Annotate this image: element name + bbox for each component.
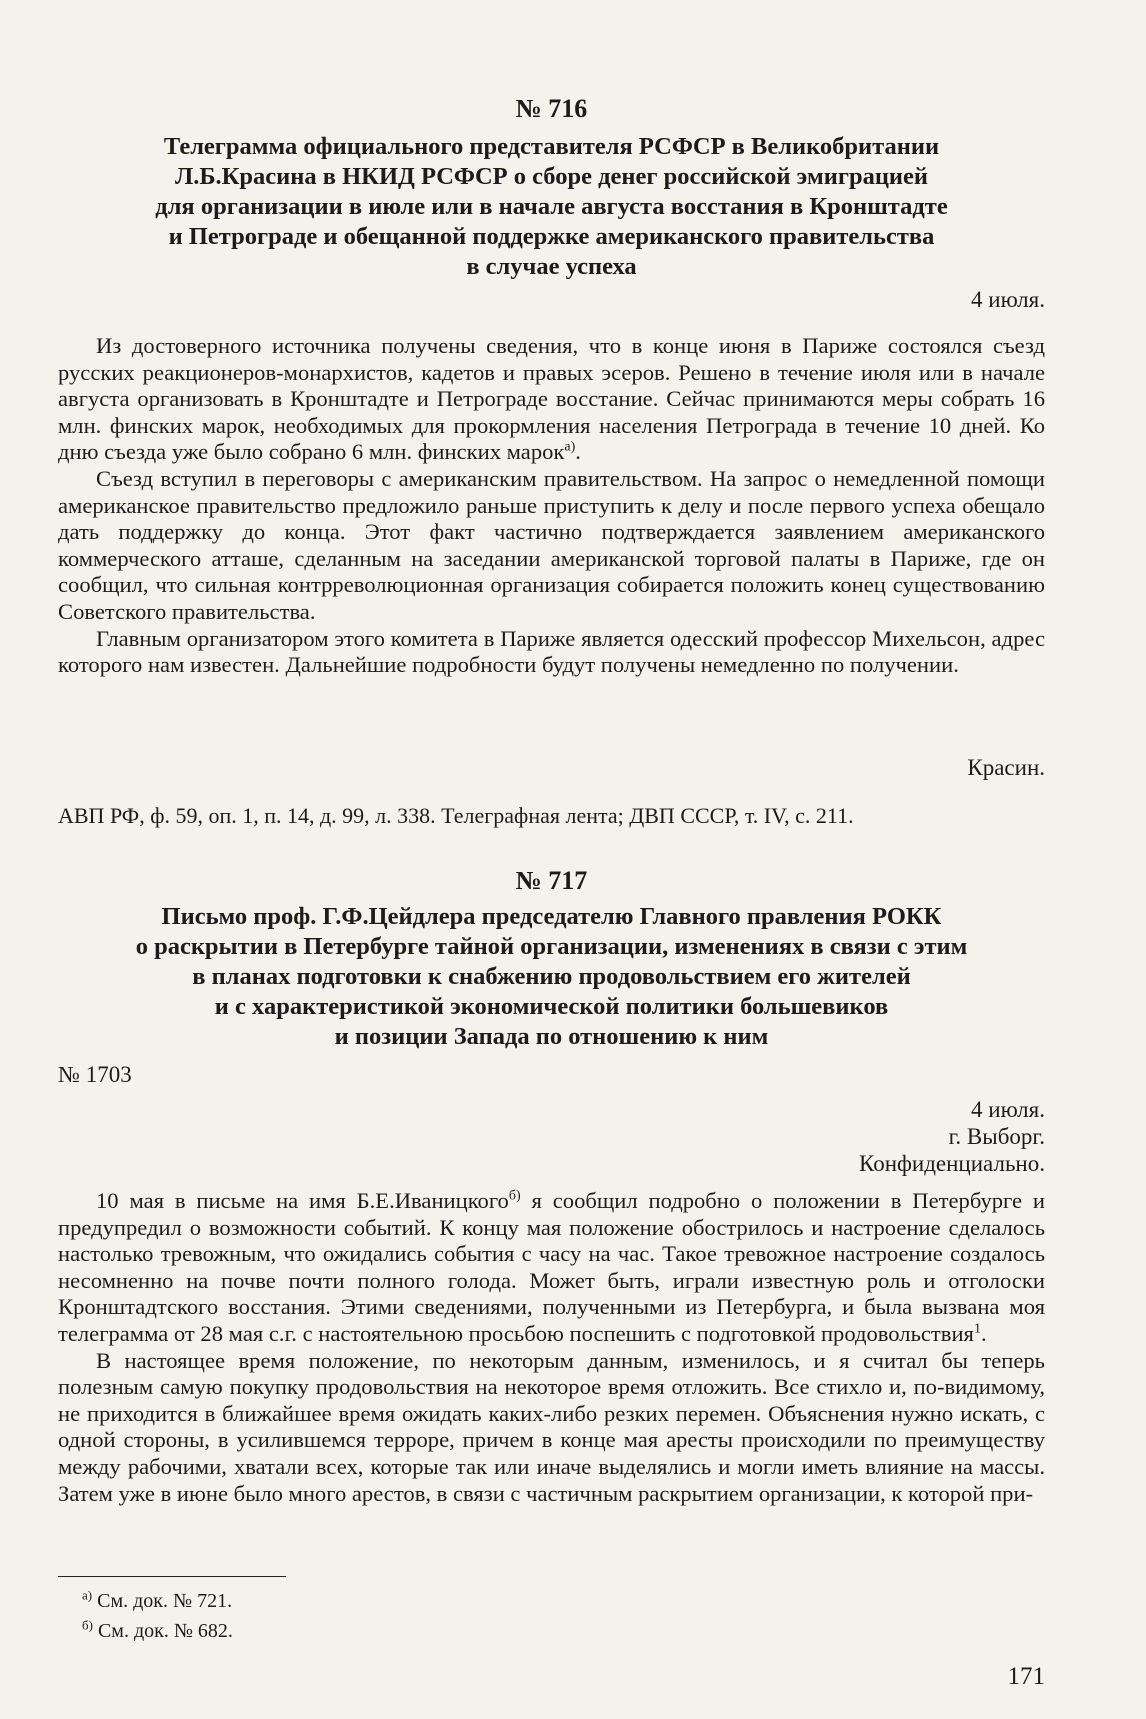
doc-716-title-line: в случае успеха [466, 253, 637, 280]
doc-716-title-line: для организации в июле или в начале августа восстания в Кронштадте [155, 193, 948, 220]
doc-717-classification: Конфиденциально. [859, 1151, 1045, 1176]
doc-717-paragraph-1: 10 мая в письме на имя Б.Е.Иваницкого$^{б)}$ я сообщил подробно о положении в Петербурге и предупредил о возможности событий. К концу мая положение обострилось и настроение сделалось настолько тревожным, что ожидались события с часу на час. Такое тревожное настроение создалось несомненно на почве почти полного голода. Может быть, играли известную роль и отголоски Кронштадтского восстания. Этими сведениями, полученными из Петербурга, и была вызвана моя телеграмма от 28 мая с.г. с настоятельною просьбою поспешить с подготовкой продовольствия$^1$. [58, 1188, 1045, 1346]
doc-716-paragraph-3: Главным организатором этого комитета в Париже является одесский профессор Михельсон, адрес которого нам известен. Дальнейшие подробности будут получены немедленно по получении. [58, 625, 1045, 678]
doc-717-place: г. Выборг. [948, 1124, 1045, 1149]
doc-717-title-line: и позиции Запада по отношению к ним [334, 1023, 769, 1050]
doc-717-date: 4 июля. [971, 1097, 1045, 1122]
doc-717-title-line: Письмо проф. Г.Ф.Цейдлера председателю Главного правления РОКК [161, 903, 942, 930]
doc-716-header [58, 94, 1045, 282]
endnote-ref-1: 1 [973, 1321, 981, 1337]
doc-716-signature: Красин. [967, 755, 1045, 780]
doc-716-title-line: Телеграмма официального представителя РСФСР в Великобритании [163, 133, 940, 160]
doc-717-header [58, 866, 1045, 1052]
doc-717-title-line: и с характеристикой экономической политики большевиков [214, 993, 889, 1020]
doc-717-body [58, 1188, 1045, 1507]
footnote-b: $^{б)}$ См. док. № 682. [82, 1617, 233, 1642]
doc-716-paragraph-1: Из достоверного источника получены сведения, что в конце июня в Париже состоялся съезд русских реакционеров-монархистов, кадетов и правых эсеров. Решено в течение июля или в начале августа организовать в Кронштадте и Петрограде восстание. Сейчас принимаются меры собрать 16 млн. финских марок, необходимых для прокормления населения Петрограда в течение 10 дней. Ко дню съезда уже было собрано 6 млн. финских марок$^{а)}$. [58, 333, 1045, 465]
footnote-divider [58, 1576, 286, 1577]
doc-717-paragraph-2: В настоящее время положение, по некоторым данным, изменилось, и я считал бы теперь полезным самую покупку продовольствия на некоторое время отложить. Все стихло и, по-видимому, не приходится в ближайшее время ожидать каких-либо резких перемен. Объяснения нужно искать, с одной стороны, в усилившемся терроре, причем в конце мая аресты происходили по преимуществу между рабочими, хватали всех, которые так или иначе выделялись и могли иметь влияние на массы. Затем уже в июне было много арестов, в связи с частичным раскрытием организации, к которой при- [58, 1347, 1045, 1506]
doc-717-number: № 717 [515, 866, 588, 895]
doc-717-title-line: о раскрытии в Петербурге тайной организации, изменениях в связи с этим [135, 933, 968, 960]
footnote-ref-a: а) [564, 439, 576, 455]
footnote-ref-b: б) [508, 1188, 521, 1204]
doc-717-title-line: в планах подготовки к снабжению продовольствием его жителей [192, 963, 911, 990]
page-number: 171 [1007, 1663, 1045, 1690]
doc-716-body [58, 333, 1045, 679]
doc-716-number: № 716 [515, 94, 588, 123]
doc-716-source: АВП РФ, ф. 59, оп. 1, п. 14, д. 99, л. 338. Телеграфная лента; ДВП СССР, т. IV, с. 211. [58, 803, 854, 828]
doc-716-date: 4 июля. [971, 287, 1045, 312]
doc-716-title-line: и Петрограде и обещанной поддержке американского правительства [168, 223, 935, 250]
footnote-a: $^{а)}$ См. док. № 721. [82, 1587, 233, 1612]
doc-717-reg-number: № 1703 [58, 1062, 132, 1087]
doc-717-meta [58, 1062, 1045, 1177]
doc-716-paragraph-2: Съезд вступил в переговоры с американским правительством. На запрос о немедленной помощи американское правительство предложило раньше приступить к делу и после первого успеха обещало дать поддержку до конца. Этот факт частично подтверждается заявлением американского коммерческого атташе, сделанным на заседании американской торговой палаты в Париже, где он сообщил, что сильная контрреволюционная организация собирается положить конец существованию Советского правительства. [58, 465, 1045, 624]
doc-716-title-line: Л.Б.Красина в НКИД РСФСР о сборе денег российской эмиграцией [174, 163, 929, 190]
